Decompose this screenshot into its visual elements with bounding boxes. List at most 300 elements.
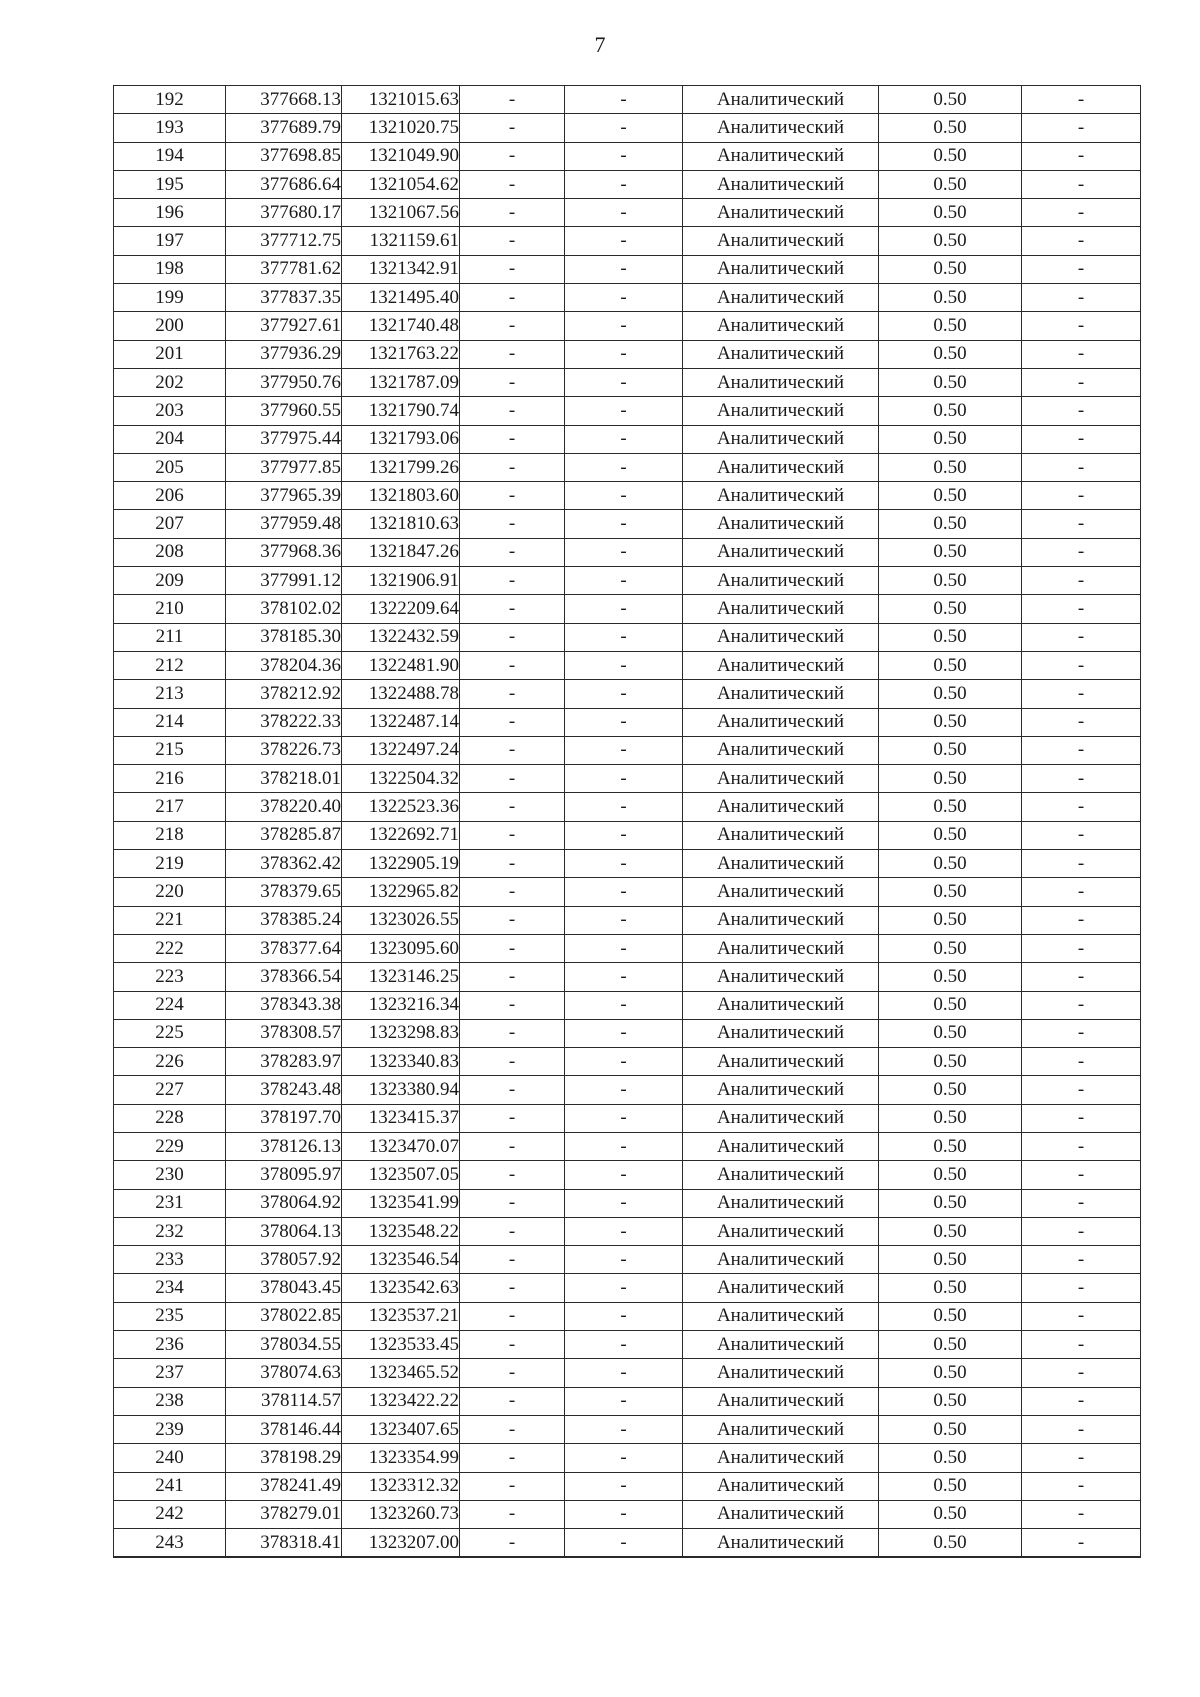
x-coordinate-cell: 377960.55	[226, 397, 342, 425]
point-number-cell: 210	[114, 595, 226, 623]
dash-cell: -	[1022, 284, 1141, 312]
point-number-cell: 215	[114, 736, 226, 764]
table-row	[114, 1104, 1141, 1132]
y-coordinate-cell: 1321015.63	[342, 86, 460, 114]
method-cell: Аналитический	[683, 736, 879, 764]
dash-cell: -	[460, 850, 565, 878]
dash-cell: -	[1022, 623, 1141, 651]
dash-cell: -	[565, 680, 683, 708]
dash-cell: -	[460, 963, 565, 991]
dash-cell: -	[565, 510, 683, 538]
precision-cell: 0.50	[879, 793, 1022, 821]
dash-cell: -	[460, 538, 565, 566]
table-row	[114, 368, 1141, 396]
dash-cell: -	[460, 1161, 565, 1189]
precision-cell: 0.50	[879, 1048, 1022, 1076]
dash-cell: -	[460, 1274, 565, 1302]
dash-cell: -	[1022, 1444, 1141, 1472]
point-number-cell: 212	[114, 651, 226, 679]
x-coordinate-cell: 378241.49	[226, 1472, 342, 1500]
dash-cell: -	[460, 142, 565, 170]
method-cell: Аналитический	[683, 170, 879, 198]
dash-cell: -	[1022, 1331, 1141, 1359]
table-row	[114, 255, 1141, 283]
precision-cell: 0.50	[879, 255, 1022, 283]
method-cell: Аналитический	[683, 142, 879, 170]
x-coordinate-cell: 378126.13	[226, 1132, 342, 1160]
y-coordinate-cell: 1323541.99	[342, 1189, 460, 1217]
table-row	[114, 1048, 1141, 1076]
precision-cell: 0.50	[879, 991, 1022, 1019]
precision-cell: 0.50	[879, 651, 1022, 679]
table-row	[114, 1274, 1141, 1302]
point-number-cell: 218	[114, 821, 226, 849]
point-number-cell: 242	[114, 1500, 226, 1528]
dash-cell: -	[1022, 453, 1141, 481]
table-row	[114, 1331, 1141, 1359]
y-coordinate-cell: 1322504.32	[342, 765, 460, 793]
point-number-cell: 214	[114, 708, 226, 736]
precision-cell: 0.50	[879, 906, 1022, 934]
y-coordinate-cell: 1321342.91	[342, 255, 460, 283]
dash-cell: -	[1022, 736, 1141, 764]
y-coordinate-cell: 1323470.07	[342, 1132, 460, 1160]
y-coordinate-cell: 1321847.26	[342, 538, 460, 566]
method-cell: Аналитический	[683, 1274, 879, 1302]
method-cell: Аналитический	[683, 1048, 879, 1076]
precision-cell: 0.50	[879, 425, 1022, 453]
point-number-cell: 207	[114, 510, 226, 538]
precision-cell: 0.50	[879, 368, 1022, 396]
table-row	[114, 1529, 1141, 1558]
precision-cell: 0.50	[879, 595, 1022, 623]
dash-cell: -	[1022, 1189, 1141, 1217]
x-coordinate-cell: 377686.64	[226, 170, 342, 198]
precision-cell: 0.50	[879, 1274, 1022, 1302]
table-row	[114, 1444, 1141, 1472]
precision-cell: 0.50	[879, 1387, 1022, 1415]
x-coordinate-cell: 378204.36	[226, 651, 342, 679]
method-cell: Аналитический	[683, 86, 879, 114]
dash-cell: -	[1022, 821, 1141, 849]
precision-cell: 0.50	[879, 340, 1022, 368]
method-cell: Аналитический	[683, 680, 879, 708]
method-cell: Аналитический	[683, 1019, 879, 1047]
dash-cell: -	[1022, 482, 1141, 510]
method-cell: Аналитический	[683, 1076, 879, 1104]
table-row	[114, 1472, 1141, 1500]
dash-cell: -	[460, 991, 565, 1019]
method-cell: Аналитический	[683, 1529, 879, 1558]
y-coordinate-cell: 1321067.56	[342, 199, 460, 227]
point-number-cell: 241	[114, 1472, 226, 1500]
dash-cell: -	[460, 1132, 565, 1160]
point-number-cell: 224	[114, 991, 226, 1019]
x-coordinate-cell: 378197.70	[226, 1104, 342, 1132]
point-number-cell: 229	[114, 1132, 226, 1160]
table-row	[114, 227, 1141, 255]
table-row	[114, 538, 1141, 566]
x-coordinate-cell: 378243.48	[226, 1076, 342, 1104]
y-coordinate-cell: 1322209.64	[342, 595, 460, 623]
dash-cell: -	[565, 425, 683, 453]
x-coordinate-cell: 377977.85	[226, 453, 342, 481]
precision-cell: 0.50	[879, 1359, 1022, 1387]
dash-cell: -	[460, 510, 565, 538]
method-cell: Аналитический	[683, 906, 879, 934]
precision-cell: 0.50	[879, 1472, 1022, 1500]
point-number-cell: 213	[114, 680, 226, 708]
y-coordinate-cell: 1323207.00	[342, 1529, 460, 1558]
table-row	[114, 1415, 1141, 1443]
point-number-cell: 194	[114, 142, 226, 170]
dash-cell: -	[1022, 991, 1141, 1019]
precision-cell: 0.50	[879, 1104, 1022, 1132]
y-coordinate-cell: 1321763.22	[342, 340, 460, 368]
precision-cell: 0.50	[879, 1415, 1022, 1443]
table-row	[114, 651, 1141, 679]
method-cell: Аналитический	[683, 1161, 879, 1189]
y-coordinate-cell: 1323095.60	[342, 934, 460, 962]
dash-cell: -	[460, 1217, 565, 1245]
dash-cell: -	[565, 170, 683, 198]
method-cell: Аналитический	[683, 934, 879, 962]
dash-cell: -	[1022, 425, 1141, 453]
x-coordinate-cell: 378379.65	[226, 878, 342, 906]
precision-cell: 0.50	[879, 482, 1022, 510]
point-number-cell: 231	[114, 1189, 226, 1217]
point-number-cell: 219	[114, 850, 226, 878]
x-coordinate-cell: 377965.39	[226, 482, 342, 510]
table-row	[114, 482, 1141, 510]
dash-cell: -	[1022, 1161, 1141, 1189]
y-coordinate-cell: 1323354.99	[342, 1444, 460, 1472]
method-cell: Аналитический	[683, 878, 879, 906]
point-number-cell: 237	[114, 1359, 226, 1387]
method-cell: Аналитический	[683, 1217, 879, 1245]
point-number-cell: 199	[114, 284, 226, 312]
precision-cell: 0.50	[879, 1529, 1022, 1558]
dash-cell: -	[1022, 1019, 1141, 1047]
x-coordinate-cell: 378022.85	[226, 1302, 342, 1330]
dash-cell: -	[1022, 1274, 1141, 1302]
dash-cell: -	[460, 1387, 565, 1415]
method-cell: Аналитический	[683, 1132, 879, 1160]
method-cell: Аналитический	[683, 1246, 879, 1274]
dash-cell: -	[565, 368, 683, 396]
table-row	[114, 708, 1141, 736]
table-row	[114, 170, 1141, 198]
x-coordinate-cell: 378212.92	[226, 680, 342, 708]
method-cell: Аналитический	[683, 595, 879, 623]
dash-cell: -	[1022, 397, 1141, 425]
dash-cell: -	[565, 850, 683, 878]
dash-cell: -	[460, 595, 565, 623]
dash-cell: -	[460, 86, 565, 114]
table-row	[114, 850, 1141, 878]
dash-cell: -	[1022, 651, 1141, 679]
dash-cell: -	[565, 227, 683, 255]
dash-cell: -	[565, 453, 683, 481]
y-coordinate-cell: 1321799.26	[342, 453, 460, 481]
dash-cell: -	[565, 1359, 683, 1387]
dash-cell: -	[460, 1246, 565, 1274]
dash-cell: -	[565, 1387, 683, 1415]
table-row	[114, 963, 1141, 991]
method-cell: Аналитический	[683, 425, 879, 453]
x-coordinate-cell: 378366.54	[226, 963, 342, 991]
dash-cell: -	[565, 199, 683, 227]
dash-cell: -	[1022, 227, 1141, 255]
method-cell: Аналитический	[683, 255, 879, 283]
x-coordinate-cell: 377712.75	[226, 227, 342, 255]
method-cell: Аналитический	[683, 340, 879, 368]
dash-cell: -	[460, 1500, 565, 1528]
x-coordinate-cell: 378285.87	[226, 821, 342, 849]
y-coordinate-cell: 1322488.78	[342, 680, 460, 708]
point-number-cell: 223	[114, 963, 226, 991]
table-row	[114, 906, 1141, 934]
point-number-cell: 233	[114, 1246, 226, 1274]
dash-cell: -	[1022, 1132, 1141, 1160]
dash-cell: -	[460, 1076, 565, 1104]
dash-cell: -	[460, 1048, 565, 1076]
dash-cell: -	[460, 680, 565, 708]
table-row	[114, 878, 1141, 906]
dash-cell: -	[460, 114, 565, 142]
dash-cell: -	[565, 1019, 683, 1047]
dash-cell: -	[1022, 199, 1141, 227]
dash-cell: -	[1022, 963, 1141, 991]
y-coordinate-cell: 1322692.71	[342, 821, 460, 849]
precision-cell: 0.50	[879, 114, 1022, 142]
x-coordinate-cell: 377968.36	[226, 538, 342, 566]
dash-cell: -	[565, 963, 683, 991]
table-row	[114, 1019, 1141, 1047]
dash-cell: -	[460, 199, 565, 227]
dash-cell: -	[1022, 1472, 1141, 1500]
method-cell: Аналитический	[683, 708, 879, 736]
y-coordinate-cell: 1321803.60	[342, 482, 460, 510]
x-coordinate-cell: 378222.33	[226, 708, 342, 736]
precision-cell: 0.50	[879, 736, 1022, 764]
x-coordinate-cell: 377936.29	[226, 340, 342, 368]
method-cell: Аналитический	[683, 368, 879, 396]
dash-cell: -	[1022, 595, 1141, 623]
table-row	[114, 765, 1141, 793]
x-coordinate-cell: 377680.17	[226, 199, 342, 227]
dash-cell: -	[565, 567, 683, 595]
dash-cell: -	[565, 1472, 683, 1500]
x-coordinate-cell: 377698.85	[226, 142, 342, 170]
x-coordinate-cell: 378095.97	[226, 1161, 342, 1189]
dash-cell: -	[565, 736, 683, 764]
y-coordinate-cell: 1323216.34	[342, 991, 460, 1019]
dash-cell: -	[565, 312, 683, 340]
dash-cell: -	[1022, 368, 1141, 396]
precision-cell: 0.50	[879, 567, 1022, 595]
precision-cell: 0.50	[879, 170, 1022, 198]
table-row	[114, 199, 1141, 227]
table-row	[114, 86, 1141, 114]
dash-cell: -	[565, 1104, 683, 1132]
x-coordinate-cell: 378283.97	[226, 1048, 342, 1076]
dash-cell: -	[460, 906, 565, 934]
precision-cell: 0.50	[879, 312, 1022, 340]
dash-cell: -	[565, 1161, 683, 1189]
dash-cell: -	[1022, 1217, 1141, 1245]
method-cell: Аналитический	[683, 991, 879, 1019]
x-coordinate-cell: 378064.92	[226, 1189, 342, 1217]
precision-cell: 0.50	[879, 623, 1022, 651]
method-cell: Аналитический	[683, 510, 879, 538]
point-number-cell: 196	[114, 199, 226, 227]
y-coordinate-cell: 1321020.75	[342, 114, 460, 142]
dash-cell: -	[1022, 170, 1141, 198]
y-coordinate-cell: 1322965.82	[342, 878, 460, 906]
method-cell: Аналитический	[683, 765, 879, 793]
precision-cell: 0.50	[879, 963, 1022, 991]
table-row	[114, 1161, 1141, 1189]
x-coordinate-cell: 378146.44	[226, 1415, 342, 1443]
y-coordinate-cell: 1321790.74	[342, 397, 460, 425]
dash-cell: -	[460, 934, 565, 962]
y-coordinate-cell: 1323312.32	[342, 1472, 460, 1500]
dash-cell: -	[1022, 1104, 1141, 1132]
table-row	[114, 142, 1141, 170]
point-number-cell: 222	[114, 934, 226, 962]
dash-cell: -	[1022, 765, 1141, 793]
point-number-cell: 202	[114, 368, 226, 396]
method-cell: Аналитический	[683, 651, 879, 679]
method-cell: Аналитический	[683, 482, 879, 510]
dash-cell: -	[1022, 1529, 1141, 1558]
precision-cell: 0.50	[879, 538, 1022, 566]
method-cell: Аналитический	[683, 963, 879, 991]
dash-cell: -	[565, 1189, 683, 1217]
dash-cell: -	[565, 114, 683, 142]
dash-cell: -	[1022, 1359, 1141, 1387]
point-number-cell: 206	[114, 482, 226, 510]
y-coordinate-cell: 1323260.73	[342, 1500, 460, 1528]
table-row	[114, 453, 1141, 481]
precision-cell: 0.50	[879, 708, 1022, 736]
y-coordinate-cell: 1321740.48	[342, 312, 460, 340]
y-coordinate-cell: 1323465.52	[342, 1359, 460, 1387]
y-coordinate-cell: 1321054.62	[342, 170, 460, 198]
dash-cell: -	[565, 1217, 683, 1245]
method-cell: Аналитический	[683, 1444, 879, 1472]
y-coordinate-cell: 1321793.06	[342, 425, 460, 453]
precision-cell: 0.50	[879, 1246, 1022, 1274]
dash-cell: -	[565, 934, 683, 962]
y-coordinate-cell: 1323298.83	[342, 1019, 460, 1047]
table-row	[114, 1500, 1141, 1528]
dash-cell: -	[460, 1444, 565, 1472]
method-cell: Аналитический	[683, 397, 879, 425]
dash-cell: -	[460, 255, 565, 283]
precision-cell: 0.50	[879, 1132, 1022, 1160]
coordinates-table-body	[114, 86, 1141, 1558]
dash-cell: -	[565, 708, 683, 736]
y-coordinate-cell: 1323146.25	[342, 963, 460, 991]
dash-cell: -	[460, 425, 565, 453]
y-coordinate-cell: 1322905.19	[342, 850, 460, 878]
table-row	[114, 284, 1141, 312]
dash-cell: -	[565, 765, 683, 793]
dash-cell: -	[565, 538, 683, 566]
x-coordinate-cell: 378362.42	[226, 850, 342, 878]
point-number-cell: 227	[114, 1076, 226, 1104]
table-row	[114, 623, 1141, 651]
dash-cell: -	[460, 1104, 565, 1132]
x-coordinate-cell: 378185.30	[226, 623, 342, 651]
dash-cell: -	[565, 906, 683, 934]
method-cell: Аналитический	[683, 1302, 879, 1330]
table-row	[114, 1217, 1141, 1245]
table-row	[114, 510, 1141, 538]
point-number-cell: 225	[114, 1019, 226, 1047]
y-coordinate-cell: 1323422.22	[342, 1387, 460, 1415]
precision-cell: 0.50	[879, 397, 1022, 425]
dash-cell: -	[1022, 86, 1141, 114]
dash-cell: -	[1022, 850, 1141, 878]
method-cell: Аналитический	[683, 1359, 879, 1387]
method-cell: Аналитический	[683, 114, 879, 142]
dash-cell: -	[1022, 878, 1141, 906]
y-coordinate-cell: 1321810.63	[342, 510, 460, 538]
table-row	[114, 680, 1141, 708]
method-cell: Аналитический	[683, 623, 879, 651]
dash-cell: -	[1022, 312, 1141, 340]
y-coordinate-cell: 1323415.37	[342, 1104, 460, 1132]
table-row	[114, 425, 1141, 453]
y-coordinate-cell: 1322497.24	[342, 736, 460, 764]
dash-cell: -	[1022, 1076, 1141, 1104]
dash-cell: -	[460, 821, 565, 849]
dash-cell: -	[1022, 114, 1141, 142]
y-coordinate-cell: 1323537.21	[342, 1302, 460, 1330]
precision-cell: 0.50	[879, 453, 1022, 481]
dash-cell: -	[1022, 934, 1141, 962]
y-coordinate-cell: 1323407.65	[342, 1415, 460, 1443]
dash-cell: -	[460, 736, 565, 764]
point-number-cell: 243	[114, 1529, 226, 1558]
dash-cell: -	[565, 1048, 683, 1076]
x-coordinate-cell: 377837.35	[226, 284, 342, 312]
point-number-cell: 220	[114, 878, 226, 906]
point-number-cell: 197	[114, 227, 226, 255]
dash-cell: -	[460, 1019, 565, 1047]
dash-cell: -	[1022, 1500, 1141, 1528]
method-cell: Аналитический	[683, 453, 879, 481]
dash-cell: -	[1022, 793, 1141, 821]
point-number-cell: 232	[114, 1217, 226, 1245]
dash-cell: -	[460, 340, 565, 368]
precision-cell: 0.50	[879, 1444, 1022, 1472]
method-cell: Аналитический	[683, 312, 879, 340]
x-coordinate-cell: 378220.40	[226, 793, 342, 821]
x-coordinate-cell: 378034.55	[226, 1331, 342, 1359]
dash-cell: -	[460, 1331, 565, 1359]
point-number-cell: 200	[114, 312, 226, 340]
dash-cell: -	[565, 1274, 683, 1302]
x-coordinate-cell: 377991.12	[226, 567, 342, 595]
dash-cell: -	[460, 1529, 565, 1558]
point-number-cell: 238	[114, 1387, 226, 1415]
precision-cell: 0.50	[879, 510, 1022, 538]
dash-cell: -	[565, 1444, 683, 1472]
